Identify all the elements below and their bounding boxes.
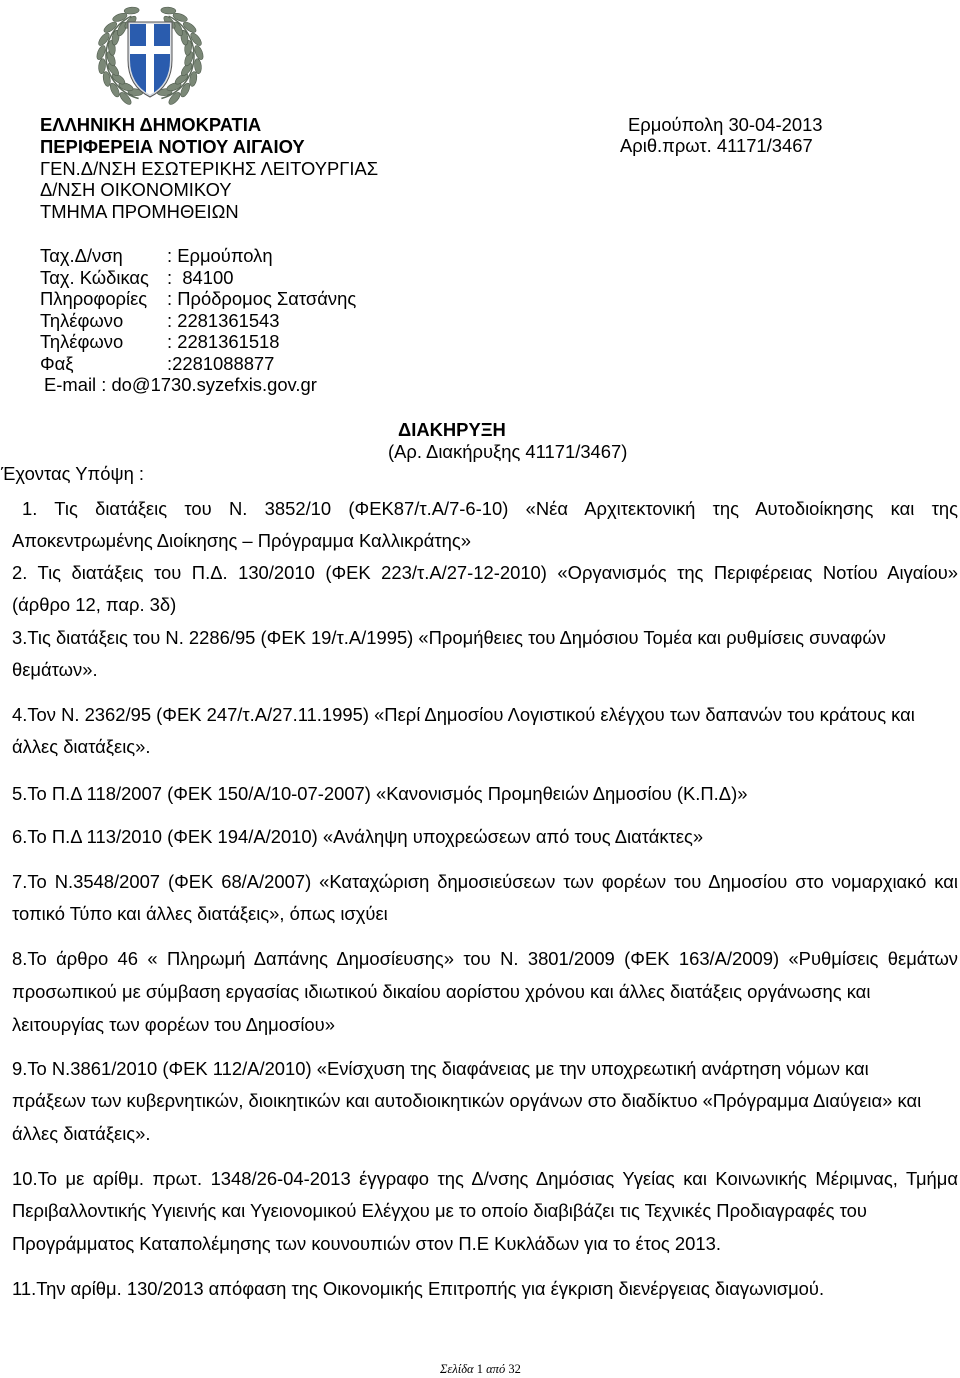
authority-line: ΤΜΗΜΑ ΠΡΟΜΗΘΕΙΩΝ — [40, 201, 239, 222]
page-word: Σελίδα — [440, 1362, 474, 1376]
contact-label: Ταχ.Δ/νση — [40, 245, 123, 266]
consideration-line: 7.Το Ν.3548/2007 (ΦΕΚ 68/Α/2007) «Καταχώριση δημοσιεύσεων των φορέων του Δημοσίου στο νομαρχιακό και — [12, 871, 958, 892]
contact-row — [40, 267, 356, 289]
consideration-line: άλλες διατάξεις». — [12, 736, 151, 757]
consideration-line: τοπικό Τύπο και άλλες διατάξεις», όπως ισχύει — [12, 903, 388, 924]
consideration-line: 4.Τον Ν. 2362/95 (ΦΕΚ 247/τ.Α/27.11.1995) «Περί Δημοσίου Λογιστικού ελέγχου των δαπανών του κράτους και — [12, 704, 915, 725]
consideration-line: 3.Τις διατάξεις του Ν. 2286/95 (ΦΕΚ 19/τ.Α/1995) «Προμήθειες του Δημόσιου Τομέα και ρυθμίσεις συναφών — [12, 627, 886, 648]
consideration-line: 9.Το Ν.3861/2010 (ΦΕΚ 112/Α/2010) «Ενίσχυση της διαφάνειας με την υποχρεωτική ανάρτηση νόμων και — [12, 1058, 869, 1079]
consideration-line: 8.Το άρθρο 46 « Πληρωμή Δαπάνης Δημοσίευσης» του Ν. 3801/2009 (ΦΕΚ 163/Α/2009) «Ρυθμίσεις θεμάτων — [12, 948, 958, 969]
contact-details — [40, 245, 356, 396]
consideration-line: 10.Το με αρίθμ. πρωτ. 1348/26-04-2013 έγγραφο της Δ/νσης Δημόσιας Υγείας και Κοινωνικής Μέριμνας, Τμήμα — [12, 1168, 958, 1189]
consideration-line: Προγράμματος Καταπολέμησης των κουνουπιών στον Π.Ε Κυκλάδων για το έτος 2013. — [12, 1233, 721, 1254]
contact-value: : 84100 — [167, 266, 234, 288]
contact-row — [40, 331, 356, 353]
contact-row — [40, 353, 356, 375]
contact-row — [40, 245, 356, 267]
considering-label: Έχοντας Υπόψη : — [1, 463, 145, 484]
contact-label: Τηλέφωνο — [40, 309, 124, 331]
consideration-line: Αποκεντρωμένης Διοίκησης – Πρόγραμμα Καλλικράτης» — [12, 530, 471, 551]
consideration-line: 6.Το Π.Δ 113/2010 (ΦΕΚ 194/Α/2010) «Ανάληψη υποχρεώσεων από τους Διατάκτες» — [12, 826, 704, 847]
consideration-line: Περιβαλλοντικής Υγιεινής και Υγειονομικού Ελέγχου με το οποίο διαβιβάζει τις Τεχνικές Προδιαγραφές του — [12, 1200, 867, 1221]
contact-value: :2281088877 — [167, 352, 275, 374]
consideration-line: (άρθρο 12, παρ. 3δ) — [12, 594, 177, 615]
page-number: 1 — [476, 1362, 483, 1376]
contact-row — [40, 310, 356, 332]
consideration-line: θεμάτων». — [12, 659, 98, 680]
consideration-line: 2. Τις διατάξεις του Π.Δ. 130/2010 (ΦΕΚ 223/τ.Α/27-12-2010) «Οργανισμός της Περιφέρειας Νοτίου Αιγαίου» — [12, 562, 958, 583]
page-total: 32 — [508, 1362, 521, 1376]
consideration-line: άλλες διατάξεις». — [12, 1123, 151, 1144]
issuing-authority — [40, 114, 378, 223]
consideration-line: λειτουργίας των φορέων του Δημοσίου» — [12, 1014, 335, 1035]
contact-row — [40, 288, 356, 310]
consideration-line: 1. Τις διατάξεις του Ν. 3852/10 (ΦΕΚ87/τ.Α/7-6-10) «Νέα Αρχιτεκτονική της Αυτοδιοίκησης και της — [22, 498, 958, 519]
contact-value: : 2281361543 — [167, 309, 280, 331]
consideration-line: πράξεων των κυβερνητικών, διοικητικών και αυτοδιοικητικών οργάνων στο διαδίκτυο «Πρόγραμμα Διαύγεια» και — [12, 1090, 922, 1111]
contact-label: Ταχ. Κώδικας — [40, 266, 149, 288]
page-footer — [440, 1362, 521, 1376]
declaration-reference: (Αρ. Διακήρυξης 41171/3467) — [388, 441, 628, 462]
contact-value: : Ερμούπολη — [167, 245, 273, 266]
contact-label: Τηλέφωνο — [40, 331, 124, 352]
contact-label: Φαξ — [40, 352, 74, 374]
authority-line: ΓΕΝ.Δ/ΝΣΗ ΕΣΩΤΕΡΙΚΗΣ ΛΕΙΤΟΥΡΓΙΑΣ — [40, 157, 379, 179]
contact-label: Πληροφορίες — [40, 288, 148, 309]
document-title: ΔΙΑΚΗΡΥΞΗ — [398, 419, 506, 440]
place-date: Ερμούπολη 30-04-2013 — [628, 114, 823, 135]
consideration-line: 11.Την αρίθμ. 130/2013 απόφαση της Οικονομικής Επιτροπής για έγκριση διενέργειας διαγωνισμού. — [12, 1278, 825, 1299]
consideration-line: προσωπικού με σύμβαση εργασίας ιδιωτικού δικαίου αορίστου χρόνου και άλλες διατάξεις οργάνωσης και — [12, 981, 871, 1002]
authority-line: ΠΕΡΙΦΕΡΕΙΑ ΝΟΤΙΟΥ ΑΙΓΑΙΟΥ — [40, 135, 305, 157]
consideration-line: 5.Το Π.Δ 118/2007 (ΦΕΚ 150/Α/10-07-2007) «Κανονισμός Προμηθειών Δημοσίου (Κ.Π.Δ)» — [12, 783, 748, 804]
of-word: από — [486, 1362, 506, 1376]
greek-coat-of-arms-icon — [96, 0, 204, 108]
email-line: E-mail : do@1730.syzefxis.gov.gr — [44, 374, 317, 395]
authority-line: Δ/ΝΣΗ ΟΙΚΟΝΟΜΙΚΟΥ — [40, 179, 232, 201]
authority-line: ΕΛΛΗΝΙΚΗ ΔΗΜΟΚΡΑΤΙΑ — [40, 114, 262, 135]
protocol-number: Αριθ.πρωτ. 41171/3467 — [620, 135, 813, 156]
contact-value: : 2281361518 — [167, 331, 280, 352]
contact-value: : Πρόδρομος Σατσάνης — [167, 288, 357, 309]
